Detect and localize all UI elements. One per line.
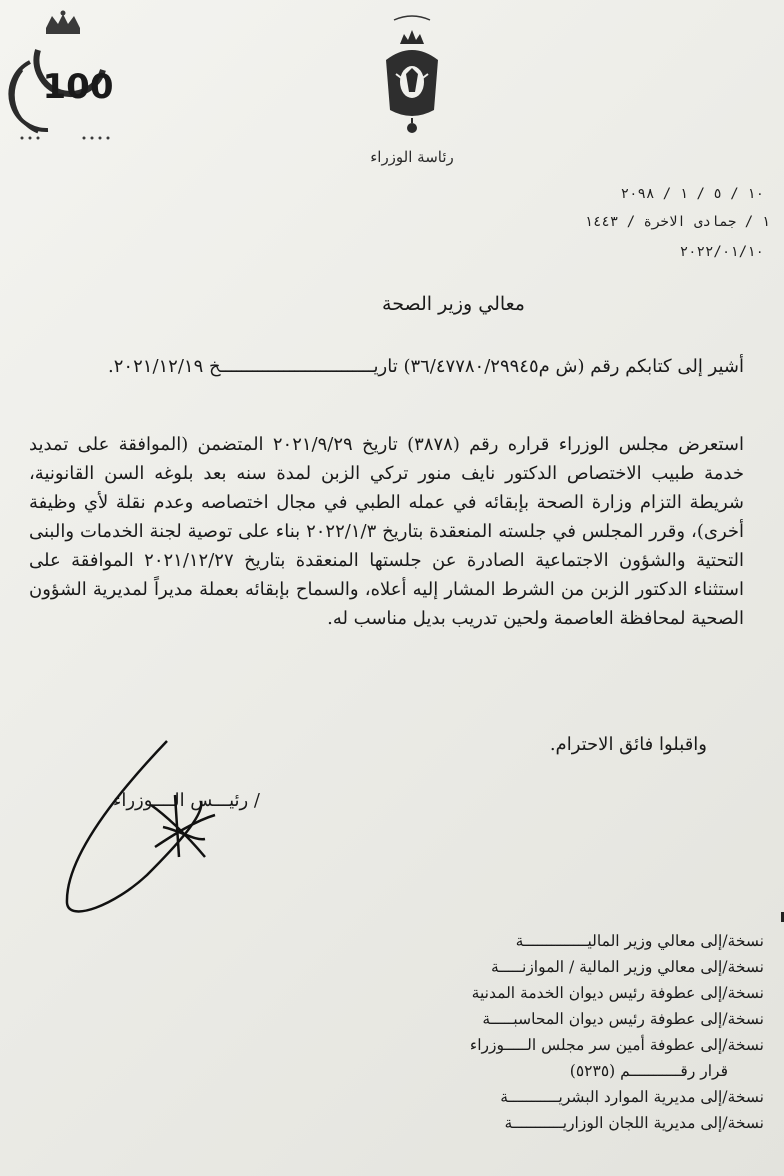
copy-line: نسخة/إلى معالي وزير المالية / الموازنـــــة — [490, 958, 764, 976]
centenary-logo — [8, 10, 118, 140]
signatory-title: / رئيـــس الــــوزراء — [112, 790, 260, 811]
copy-line: نسخة/إلى مديرية الموارد البشريـــــــــــة — [500, 1088, 764, 1106]
hijri-date: ١ / جمادى الاخرة / ١٤٤٣ — [584, 214, 770, 230]
copy-line: نسخة/إلى مديرية اللجان الوزاريـــــــــــة — [504, 1114, 764, 1132]
copy-line: نسخة/إلى عطوفة أمين سر مجلس الـــــوزراء — [469, 1036, 764, 1054]
coat-of-arms — [362, 10, 462, 166]
copy-line: نسخة/إلى عطوفة رئيس ديوان المحاسبـــــة — [482, 1010, 764, 1028]
crown-100-icon — [8, 10, 118, 140]
emblem-icon — [372, 10, 452, 140]
signature-icon — [55, 735, 235, 925]
closing-line: واقبلوا فائق الاحترام. — [549, 734, 707, 755]
decision-number: قرار رقـــــــــــم (٥٢٣٥) — [569, 1062, 728, 1080]
emblem-caption: رئاسة الوزراء — [370, 148, 454, 166]
gregorian-date: ٢٠٢٢/٠١/١٠ — [679, 244, 764, 260]
main-paragraph: استعرض مجلس الوزراء قراره رقم (٣٨٧٨) تاريخ ٢٠٢١/٩/٢٩ المتضمن (الموافقة على تمديد خدمة طبيب الاختصاص الدكتور نايف منور تركي الزبن لمدة سنه بعد بلوغه السن القانونية، شريطة التزام وزارة الصحة بإبقائه في عمله الطبي في مجال اختصاصه وعدم نقلة لأي وظيفة أخرى)، وقرر المجلس في جلسته المنعقدة بتاريخ ٢٠٢٢/١/٣ بناء على توصية لجنة الخدمات والبنى التحتية والشؤون الاجتماعية الصادرة عن جلستها المنعقدة بتاريخ ٢٠٢١/١٢/٢٧ الموافقة على استثناء الدكتور الزبن من الشرط المشار إليه أعلاه، والسماح بإبقائه بعملة مديراً لمديرية الشؤون الصحية لمحافظة العاصمة ولحين تدريب بديل مناسب له. — [29, 434, 745, 629]
reference-number: ١٠ / ٥ / ١ / ٢٠٩٨ — [620, 186, 764, 202]
copies-list — [404, 928, 764, 1136]
svg-text:100: 100 — [42, 67, 114, 107]
handwritten-signature — [55, 735, 235, 925]
addressee: معالي وزير الصحة — [382, 293, 525, 315]
copy-line: نسخة/إلى معالي وزير الماليــــــــــــــة — [515, 932, 764, 950]
reference-paragraph: أشير إلى كتابكم رقم (ش م٣٦/٤٧٧٨٠/٢٩٩٤٥) تاريـــــــــــــــــــــــــــــخ ٢٠٢١/١٢/١٩. — [108, 356, 744, 377]
copy-line: نسخة/إلى عطوفة رئيس ديوان الخدمة المدنية — [471, 984, 764, 1002]
